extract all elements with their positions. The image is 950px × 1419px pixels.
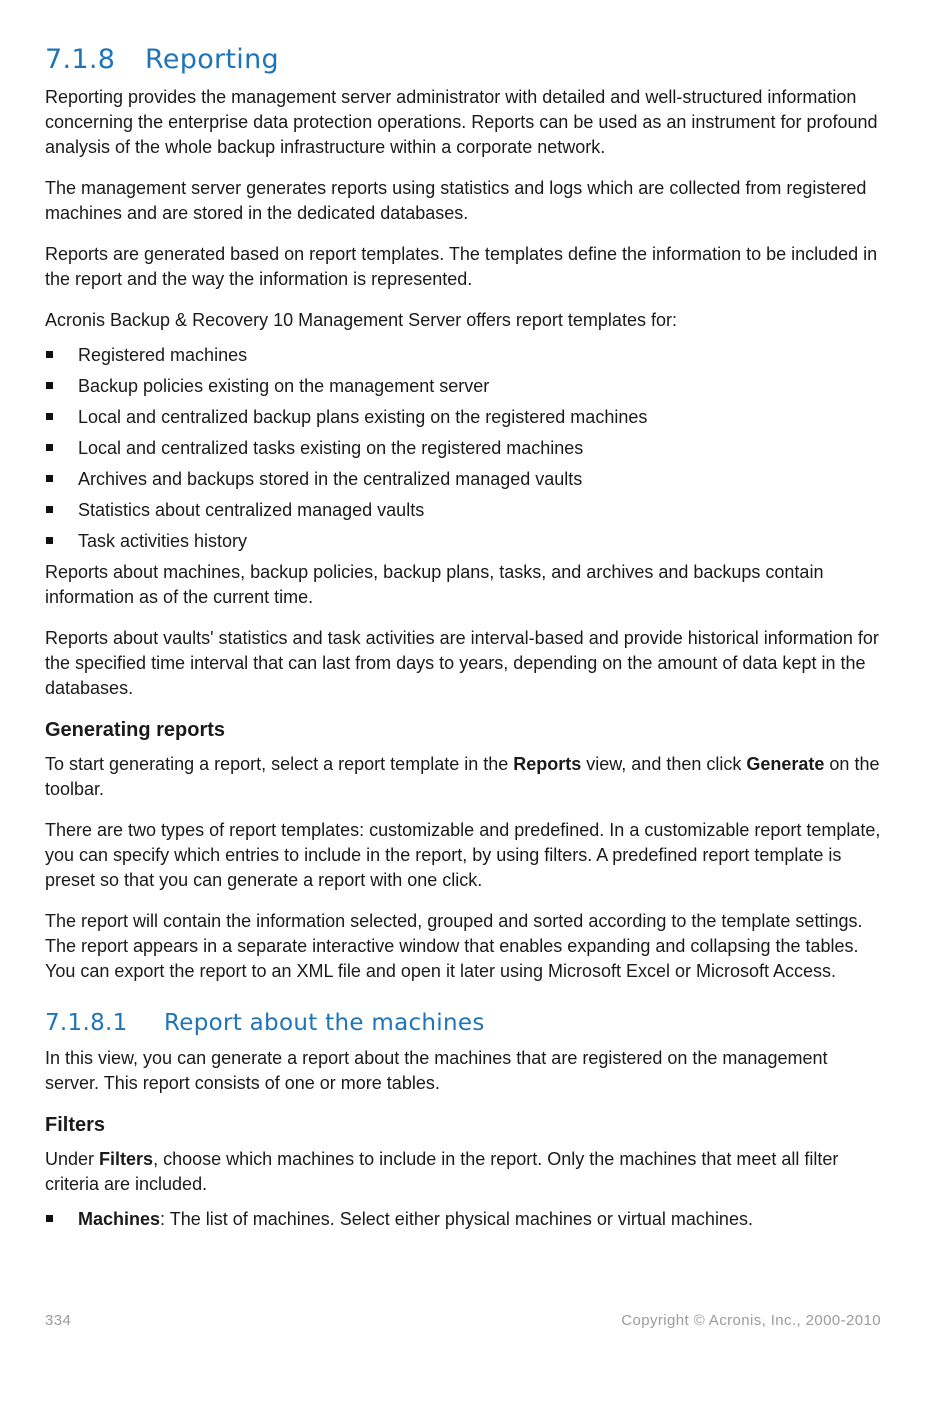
- paragraph: The management server generates reports using statistics and logs which are collected from registered machines and are stored in the dedicated databases.: [45, 178, 867, 223]
- list-item: Local and centralized backup plans existing on the registered machines: [45, 405, 885, 430]
- list-item: Backup policies existing on the management server: [45, 374, 885, 399]
- copyright: Copyright © Acronis, Inc., 2000-2010: [621, 1312, 881, 1329]
- section-heading: [45, 44, 885, 75]
- paragraph: There are two types of report templates: customizable and predefined. In a customizable report template, you can specify which entries to include in the report, by using filters. A predefined report template is preset so that you can generate a report with one click.: [45, 820, 881, 890]
- page-number: 334: [45, 1312, 72, 1329]
- paragraph: Reports about vaults' statistics and task activities are interval-based and provide historical information for the specified time interval that can last from days to years, depending on the amount of data kept in the databases.: [45, 628, 879, 698]
- list-item: Task activities history: [45, 529, 885, 554]
- list-item: Machines: The list of machines. Select either physical machines or virtual machines.: [45, 1207, 885, 1232]
- paragraph: Reporting provides the management server administrator with detailed and well-structured information concerning the enterprise data protection operations. Reports can be used as an instrument for profound analysis of the whole backup infrastructure within a corporate network.: [45, 87, 878, 157]
- list-item: Statistics about centralized managed vaults: [45, 498, 885, 523]
- list-item: Archives and backups stored in the centralized managed vaults: [45, 467, 885, 492]
- subsection-title: Report about the machines: [164, 1010, 485, 1036]
- subsection-heading: [45, 1010, 885, 1036]
- list-item: Registered machines: [45, 343, 885, 368]
- paragraph: To start generating a report, select a report template in the Reports view, and then click Generate on the toolbar.: [45, 754, 880, 799]
- paragraph: Under Filters, choose which machines to include in the report. Only the machines that meet all filter criteria are included.: [45, 1149, 839, 1194]
- section-title: Reporting: [145, 44, 279, 75]
- paragraph: Acronis Backup & Recovery 10 Management Server offers report templates for:: [45, 310, 677, 330]
- document-page: [45, 44, 885, 1238]
- paragraph: Reports are generated based on report templates. The templates define the information to be included in the report and the way the information is represented.: [45, 244, 878, 289]
- paragraph: Reports about machines, backup policies, backup plans, tasks, and archives and backups contain information as of the current time.: [45, 562, 824, 607]
- paragraph: In this view, you can generate a report about the machines that are registered on the management server. This report consists of one or more tables.: [45, 1048, 828, 1093]
- paragraph: The report will contain the information selected, grouped and sorted according to the template settings. The report appears in a separate interactive window that enables expanding and collapsing the tables. You can export the report to an XML file and open it later using Microsoft Excel or Microsoft Access.: [45, 911, 863, 981]
- filters-list: [45, 1207, 885, 1232]
- list-item: Local and centralized tasks existing on the registered machines: [45, 436, 885, 461]
- generating-heading: Generating reports: [45, 719, 226, 741]
- templates-list: [45, 343, 885, 554]
- subsection-number: 7.1.8.1: [45, 1010, 128, 1036]
- section-number: 7.1.8: [45, 44, 116, 75]
- filters-heading: Filters: [45, 1114, 106, 1136]
- page-footer: [45, 1312, 881, 1329]
